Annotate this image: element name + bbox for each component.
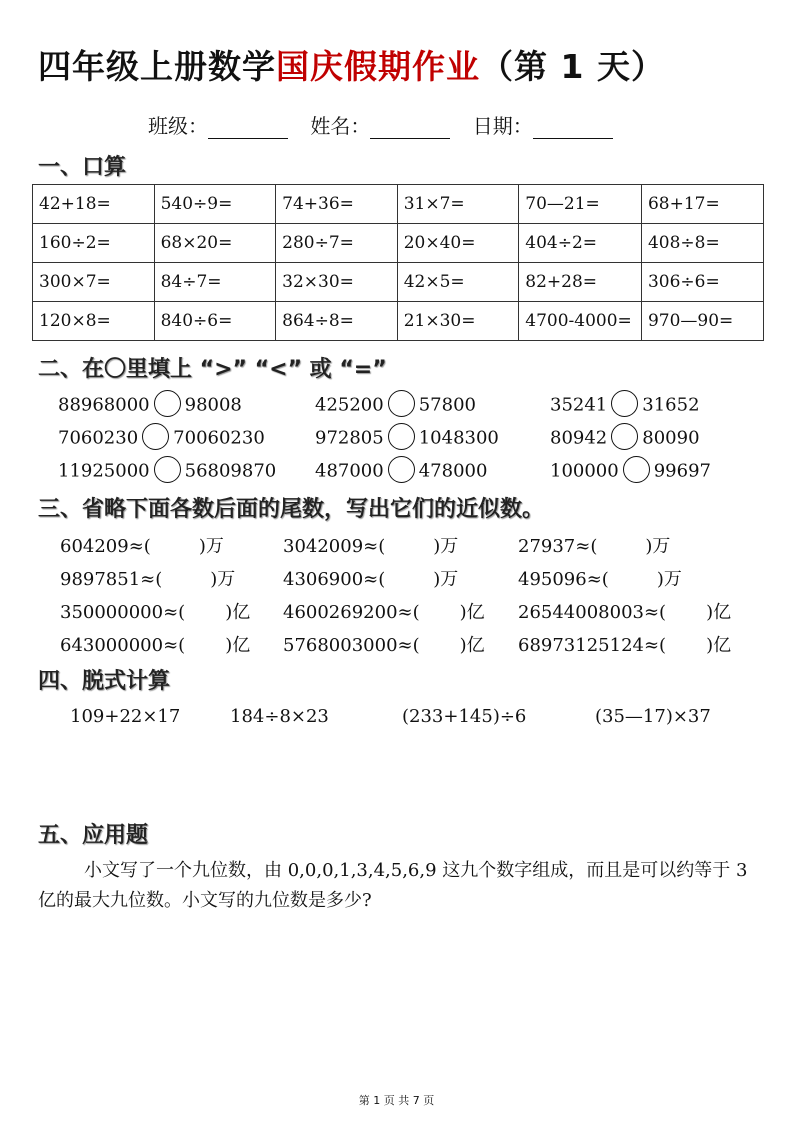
page-title — [38, 42, 758, 92]
approx-item — [283, 598, 485, 624]
approx-number: 495096≈( — [518, 569, 609, 590]
compare-right: 70060230 — [173, 427, 265, 449]
compare-right: 98008 — [184, 394, 242, 416]
expression: (35—17)×37 — [595, 706, 711, 727]
mental-math-table — [32, 184, 764, 341]
approx-unit: )亿 — [706, 635, 732, 656]
approx-item — [60, 565, 235, 591]
table-cell: 540÷9= — [154, 185, 276, 224]
table-cell: 31×7= — [397, 185, 519, 224]
date-label: 日期： — [472, 114, 533, 138]
section-compare-heading: 二、在〇里填上 “>” “<” 或 “=” — [38, 357, 387, 382]
table-cell: 408÷8= — [641, 224, 763, 263]
table-cell: 160÷2= — [33, 224, 155, 263]
approx-number: 5768003000≈( — [283, 635, 420, 656]
approx-number: 4306900≈( — [283, 569, 386, 590]
approx-unit: )亿 — [459, 602, 485, 623]
approx-item — [518, 532, 670, 558]
answer-circle[interactable] — [142, 423, 169, 450]
compare-left: 88968000 — [58, 394, 150, 416]
table-cell: 840÷6= — [154, 302, 276, 341]
approx-number: 350000000≈( — [60, 602, 186, 623]
compare-right: 57800 — [418, 394, 476, 416]
compare-item — [550, 458, 711, 485]
page-footer: 第 1 页 共 7 页 — [358, 1094, 435, 1107]
table-cell: 4700-4000= — [519, 302, 642, 341]
answer-circle[interactable] — [611, 423, 638, 450]
compare-left: 100000 — [550, 460, 619, 482]
name-blank[interactable] — [370, 118, 450, 139]
compare-right: 478000 — [418, 460, 488, 482]
approx-unit: )万 — [210, 569, 236, 590]
approx-unit: )万 — [433, 569, 459, 590]
table-cell: 404÷2= — [519, 224, 642, 263]
table-cell: 21×30= — [397, 302, 519, 341]
approx-number: 643000000≈( — [60, 635, 186, 656]
student-info — [148, 110, 629, 139]
table-cell: 300×7= — [33, 263, 155, 302]
table-cell: 32×30= — [276, 263, 398, 302]
table-cell: 70—21= — [519, 185, 642, 224]
table-cell: 82+28= — [519, 263, 642, 302]
section-mental-math-heading: 一、口算 — [38, 155, 127, 180]
compare-right: 80090 — [642, 427, 700, 449]
name-label: 姓名： — [310, 114, 371, 138]
approx-unit: )万 — [198, 536, 224, 557]
compare-left: 80942 — [550, 427, 608, 449]
table-row — [33, 302, 764, 341]
compare-item — [58, 392, 242, 419]
table-cell: 42×5= — [397, 263, 519, 302]
table-row — [33, 224, 764, 263]
answer-circle[interactable] — [388, 390, 415, 417]
compare-item — [550, 392, 700, 419]
approx-number: 9897851≈( — [60, 569, 163, 590]
compare-left: 425200 — [315, 394, 384, 416]
approx-item — [60, 631, 250, 657]
answer-circle[interactable] — [388, 456, 415, 483]
approx-number: 26544008003≈( — [518, 602, 667, 623]
compare-item — [315, 392, 476, 419]
compare-right: 31652 — [642, 394, 700, 416]
compare-item — [315, 425, 499, 452]
expression: 184÷8×23 — [230, 706, 329, 727]
table-row — [33, 185, 764, 224]
class-blank[interactable] — [208, 118, 288, 139]
title-day: （第 1 天） — [480, 47, 665, 86]
approx-unit: )亿 — [225, 635, 251, 656]
compare-right: 1048300 — [418, 427, 499, 449]
table-cell: 306÷6= — [641, 263, 763, 302]
approx-item — [518, 565, 682, 591]
approx-unit: )万 — [656, 569, 682, 590]
table-cell: 864÷8= — [276, 302, 398, 341]
compare-left: 972805 — [315, 427, 384, 449]
answer-circle[interactable] — [388, 423, 415, 450]
table-cell: 68×20= — [154, 224, 276, 263]
approx-item — [60, 598, 250, 624]
approx-item — [283, 532, 458, 558]
approx-item — [283, 565, 458, 591]
approx-item — [283, 631, 485, 657]
approx-unit: )亿 — [706, 602, 732, 623]
title-grade: 四年级上册数学 — [38, 47, 276, 86]
table-row — [33, 263, 764, 302]
word-problem-text: 小文写了一个九位数，由 0,0,0,1,3,4,5,6,9 这九个数字组成，而且是可以约等于 3 亿的最大九位数。小文写的九位数是多少? — [38, 860, 748, 911]
compare-left: 487000 — [315, 460, 384, 482]
section-word-problem-heading: 五、应用题 — [38, 823, 149, 848]
compare-right: 56809870 — [184, 460, 277, 482]
compare-left: 11925000 — [58, 460, 150, 482]
approx-number: 3042009≈( — [283, 536, 386, 557]
approx-unit: )亿 — [225, 602, 251, 623]
compare-item — [315, 458, 487, 485]
answer-circle[interactable] — [623, 456, 650, 483]
approx-unit: )万 — [645, 536, 671, 557]
section-approx-heading: 三、省略下面各数后面的尾数，写出它们的近似数。 — [38, 497, 545, 522]
approx-number: 68973125124≈( — [518, 635, 667, 656]
table-cell: 42+18= — [33, 185, 155, 224]
table-cell: 120×8= — [33, 302, 155, 341]
title-holiday: 国庆假期作业 — [276, 47, 480, 86]
compare-right: 99697 — [653, 460, 711, 482]
table-cell: 970—90= — [641, 302, 763, 341]
section-calculation-heading: 四、脱式计算 — [38, 669, 171, 694]
expression: (233+145)÷6 — [402, 706, 527, 727]
compare-item — [58, 425, 265, 452]
table-cell: 68+17= — [641, 185, 763, 224]
approx-unit: )万 — [433, 536, 459, 557]
answer-circle[interactable] — [154, 456, 181, 483]
approx-unit: )亿 — [459, 635, 485, 656]
table-cell: 280÷7= — [276, 224, 398, 263]
approx-number: 27937≈( — [518, 536, 598, 557]
answer-circle[interactable] — [154, 390, 181, 417]
approx-number: 4600269200≈( — [283, 602, 420, 623]
compare-item — [58, 458, 276, 485]
compare-item — [550, 425, 700, 452]
date-blank[interactable] — [533, 118, 613, 139]
approx-number: 604209≈( — [60, 536, 151, 557]
approx-item — [518, 631, 731, 657]
approx-item — [60, 532, 224, 558]
compare-left: 7060230 — [58, 427, 139, 449]
approx-item — [518, 598, 731, 624]
class-label: 班级： — [148, 114, 208, 138]
expression: 109+22×17 — [70, 706, 181, 727]
table-cell: 74+36= — [276, 185, 398, 224]
table-cell: 20×40= — [397, 224, 519, 263]
answer-circle[interactable] — [611, 390, 638, 417]
compare-left: 35241 — [550, 394, 608, 416]
table-cell: 84÷7= — [154, 263, 276, 302]
